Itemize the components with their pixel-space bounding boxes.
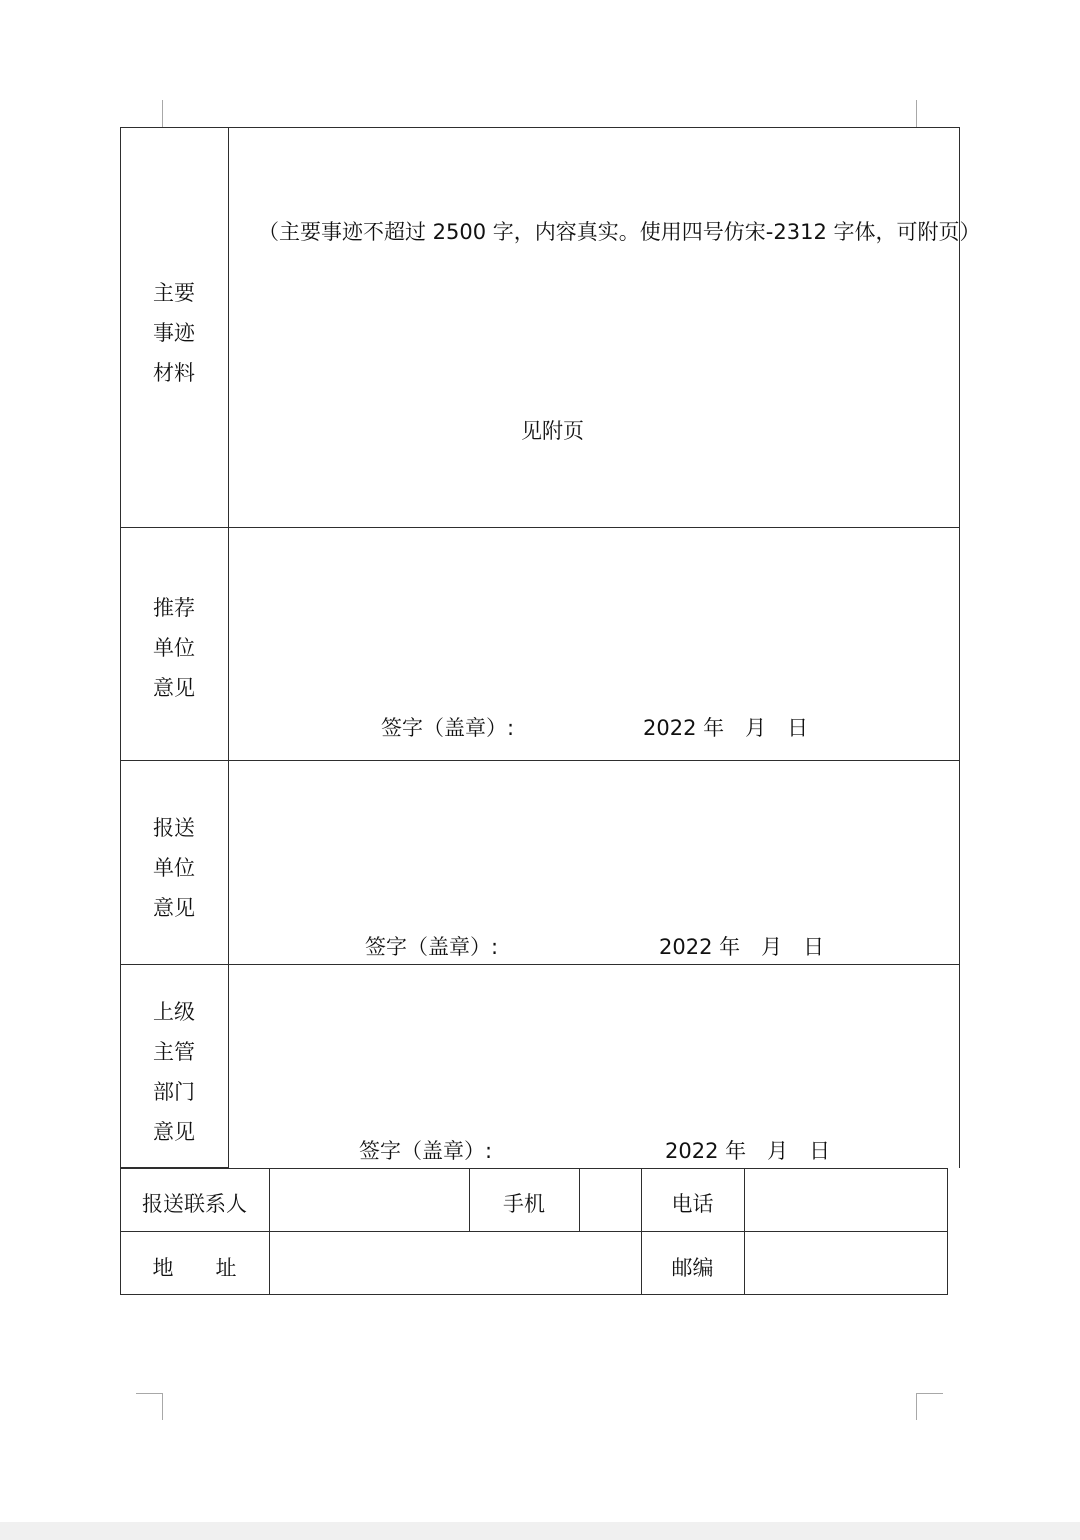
superior-dept-signature-label: 签字（盖章）: xyxy=(359,1139,493,1163)
crop-mark-bottom-right-h xyxy=(916,1393,943,1394)
phone-label: 电话 xyxy=(671,1192,714,1216)
crop-mark-bottom-left-v xyxy=(162,1393,163,1420)
page-bottom-strip xyxy=(0,1522,1080,1540)
crop-mark-top-right xyxy=(916,100,917,127)
superior-dept-label xyxy=(120,992,228,1152)
superior-dept-label-line: 上级 xyxy=(153,1000,195,1024)
recommend-unit-label-line: 推荐 xyxy=(153,596,195,620)
main-deeds-label-line: 材料 xyxy=(153,361,195,385)
crop-mark-bottom-left-h xyxy=(136,1393,163,1394)
recommend-unit-label-line: 意见 xyxy=(153,676,195,700)
main-deeds-label xyxy=(120,273,228,393)
crop-mark-bottom-right-v xyxy=(916,1393,917,1420)
contact-person-label: 报送联系人 xyxy=(142,1192,247,1216)
crop-mark-top-left xyxy=(162,100,163,127)
postcode-value-cell[interactable] xyxy=(745,1232,947,1294)
address-value-cell[interactable] xyxy=(270,1232,641,1294)
submit-unit-label-line: 意见 xyxy=(153,896,195,920)
phone-value-cell[interactable] xyxy=(745,1169,947,1231)
submit-unit-signature-label: 签字（盖章）: xyxy=(365,935,499,959)
main-deeds-label-line: 主要 xyxy=(153,281,195,305)
main-deeds-label-line: 事迹 xyxy=(153,321,195,345)
postcode-label: 邮编 xyxy=(671,1256,714,1280)
submit-unit-date-line: 2022 年 月 日 xyxy=(659,935,825,959)
address-label: 地 址 xyxy=(152,1256,237,1280)
submit-unit-label-line: 报送 xyxy=(153,816,195,840)
superior-dept-label-line: 意见 xyxy=(153,1120,195,1144)
mobile-value-cell[interactable] xyxy=(580,1169,641,1231)
recommend-unit-label-line: 单位 xyxy=(153,636,195,660)
recommend-unit-date-line: 2022 年 月 日 xyxy=(643,716,809,740)
superior-dept-date-line: 2022 年 月 日 xyxy=(665,1139,831,1163)
main-deeds-instruction: （主要事迹不超过 2500 字，内容真实。使用四号仿宋-2312 字体，可附页） xyxy=(258,220,981,244)
mobile-label: 手机 xyxy=(503,1192,545,1216)
main-deeds-content: 见附页 xyxy=(521,419,584,443)
superior-dept-label-line: 部门 xyxy=(153,1080,195,1104)
recommend-unit-label xyxy=(120,588,228,708)
submit-unit-label xyxy=(120,808,228,928)
superior-dept-label-line: 主管 xyxy=(153,1040,195,1064)
recommend-unit-signature-label: 签字（盖章）: xyxy=(381,716,515,740)
contact-person-value-cell[interactable] xyxy=(270,1169,469,1231)
submit-unit-label-line: 单位 xyxy=(153,856,195,880)
